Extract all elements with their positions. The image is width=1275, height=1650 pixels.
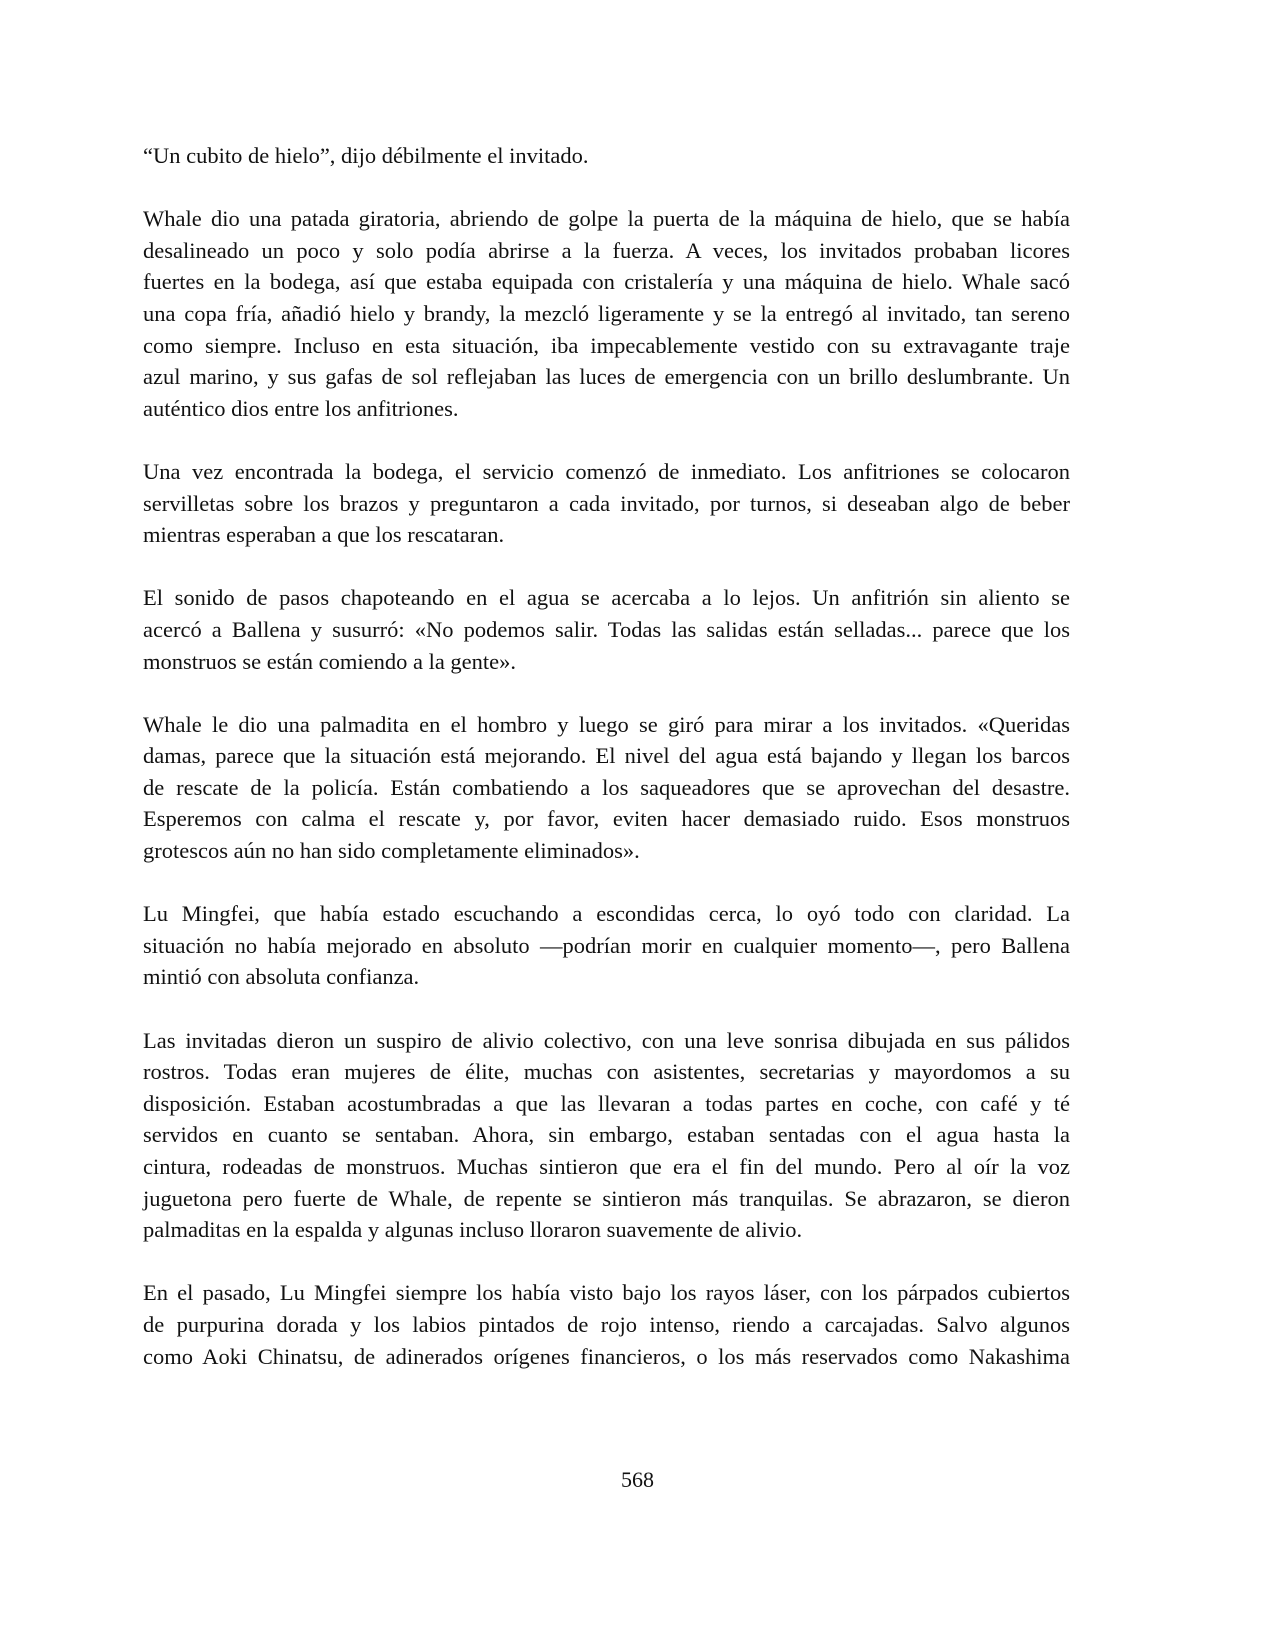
text-line: de purpurina dorada y los labios pintados de rojo intenso, riendo a carcajadas. Salvo algunos (143, 1311, 1070, 1337)
text-line: mintió con absoluta confianza. (143, 964, 420, 990)
paragraph (143, 203, 1070, 424)
text-line: una copa fría, añadió hielo y brandy, la mezcló ligeramente y se la entregó al invitado, tan sereno (143, 300, 1070, 326)
text-line: servilletas sobre los brazos y preguntaron a cada invitado, por turnos, si deseaban algo de beber (143, 490, 1070, 516)
text-line: auténtico dios entre los anfitriones. (143, 395, 459, 421)
text-line: servidos en cuanto se sentaban. Ahora, sin embargo, estaban sentadas con el agua hasta la (143, 1122, 1070, 1148)
text-line: Whale dio una patada giratoria, abriendo de golpe la puerta de la máquina de hielo, que se había (143, 206, 1070, 232)
paragraph (143, 582, 1070, 677)
page-body (143, 140, 1070, 1404)
text-line: como siempre. Incluso en esta situación, iba impecablemente vestido con su extravagante traje (143, 332, 1070, 358)
text-line: damas, parece que la situación está mejorando. El nivel del agua está bajando y llegan los barcos (143, 743, 1070, 769)
text-line: fuertes en la bodega, así que estaba equipada con cristalería y una máquina de hielo. Whale sacó (143, 269, 1070, 295)
text-line: como Aoki Chinatsu, de adinerados orígenes financieros, o los más reservados como Nakashima (143, 1343, 1070, 1369)
text-line: En el pasado, Lu Mingfei siempre los había visto bajo los rayos láser, con los párpados cubiertos (143, 1280, 1070, 1306)
text-line: Lu Mingfei, que había estado escuchando a escondidas cerca, lo oyó todo con claridad. La (143, 901, 1070, 927)
text-line: Una vez encontrada la bodega, el servicio comenzó de inmediato. Los anfitriones se colocaron (143, 458, 1070, 484)
text-line: Las invitadas dieron un suspiro de alivio colectivo, con una leve sonrisa dibujada en sus pálidos (143, 1027, 1070, 1053)
text-line: El sonido de pasos chapoteando en el agua se acercaba a lo lejos. Un anfitrión sin aliento se (143, 585, 1070, 611)
text-line: palmaditas en la espalda y algunas incluso lloraron suavemente de alivio. (143, 1217, 803, 1243)
text-line: “Un cubito de hielo”, dijo débilmente el invitado. (143, 143, 589, 168)
text-line: azul marino, y sus gafas de sol reflejaban las luces de emergencia con un brillo deslumbrante. Un (143, 364, 1070, 390)
text-line: de rescate de la policía. Están combatiendo a los saqueadores que se aprovechan del desastre. (143, 774, 1070, 800)
paragraph (143, 709, 1070, 867)
text-line: situación no había mejorado en absoluto —podrían morir en cualquier momento—, pero Ballena (143, 932, 1070, 958)
text-line: Whale le dio una palmadita en el hombro y luego se giró para mirar a los invitados. «Queridas (143, 711, 1070, 737)
text-line: monstruos se están comiendo a la gente». (143, 648, 517, 674)
page-number: 568 (621, 1467, 654, 1492)
paragraph (143, 1277, 1070, 1372)
text-line: mientras esperaban a que los rescataran. (143, 522, 505, 548)
paragraph (143, 1025, 1070, 1246)
paragraph (143, 140, 1070, 172)
text-line: Esperemos con calma el rescate y, por favor, eviten hacer demasiado ruido. Esos monstruos (143, 806, 1070, 832)
text-line: rostros. Todas eran mujeres de élite, muchas con asistentes, secretarias y mayordomos a su (143, 1059, 1070, 1085)
paragraph (143, 898, 1070, 993)
paragraph (143, 456, 1070, 551)
text-line: juguetona pero fuerte de Whale, de repente se sintieron más tranquilas. Se abrazaron, se dieron (143, 1185, 1070, 1211)
text-line: disposición. Estaban acostumbradas a que las llevaran a todas partes en coche, con café y té (143, 1090, 1070, 1116)
text-line: grotescos aún no han sido completamente eliminados». (143, 838, 640, 864)
text-line: cintura, rodeadas de monstruos. Muchas sintieron que era el fin del mundo. Pero al oír la voz (143, 1154, 1070, 1179)
text-line: acercó a Ballena y susurró: «No podemos salir. Todas las salidas están selladas... parece que los (143, 616, 1070, 642)
text-line: desalineado un poco y solo podía abrirse a la fuerza. A veces, los invitados probaban licores (143, 237, 1070, 263)
